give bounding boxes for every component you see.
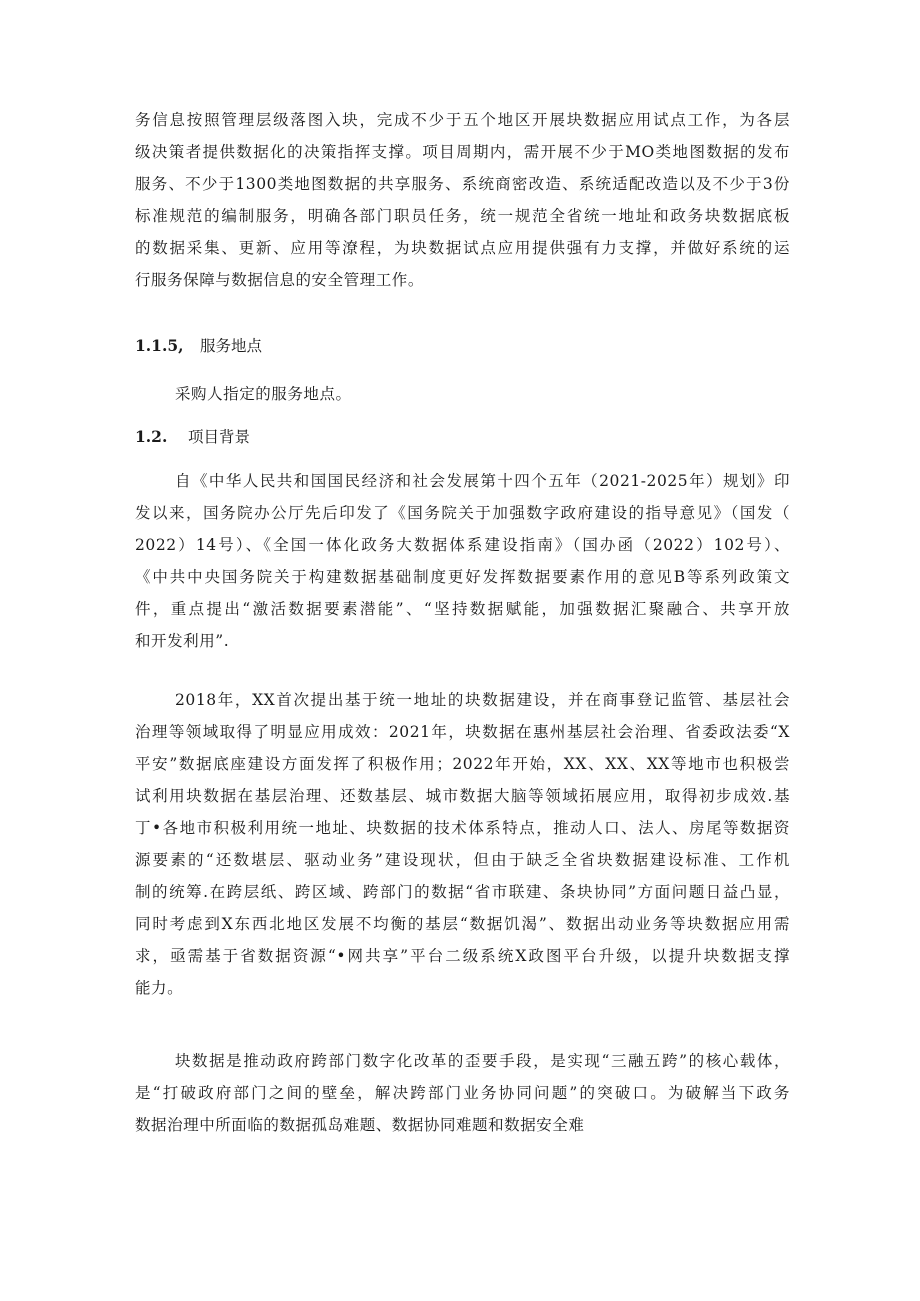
text-line: 试利用块数据在基层治理、还数基层、城市数据大脑等领域拓展应用，取得初步成效.基 bbox=[135, 787, 790, 805]
text-line: 块数据是推动政府跨部门数字化改革的歪要手段，是实现“三融五跨”的核心载体， bbox=[175, 1052, 790, 1070]
text-line: 2018年，XX首次提出基于统一地址的块数据建设，并在商事登记监管、基层社会 bbox=[175, 691, 790, 709]
text-line: 采购人指定的服务地点。 bbox=[175, 385, 352, 403]
text-line: 数据治理中所面临的数据孤岛难题、数据协同难题和数据安全难 bbox=[135, 1116, 585, 1134]
paragraph-service-location bbox=[135, 378, 790, 410]
paragraph-background-policy bbox=[135, 465, 790, 657]
text-line: 发以来，国务院办公厅先后印发了《国务院关于加强数字政府建设的指导意见》（国发（ bbox=[135, 504, 790, 522]
section-title: 服务地点 bbox=[199, 337, 262, 355]
text-line: 服务、不少于1300类地图数据的共享服务、系统商密改造、系统适配改造以及不少于3份 bbox=[135, 175, 790, 193]
text-line: 件，重点提出“激活数据要素潜能”、“坚持数据赋能，加强数据汇聚融合、共享开放 bbox=[135, 600, 790, 618]
text-line: 务信息按照管理层级落图入块，完成不少于五个地区开展块数据应用试点工作，为各层 bbox=[135, 111, 790, 129]
paragraph-background-block-data bbox=[135, 1045, 790, 1141]
section-number: 1.1.5, bbox=[135, 336, 184, 355]
text-line: 级决策者提供数据化的决策指挥支撑。项目周期内，需开展不少于MO类地图数据的发布 bbox=[135, 143, 790, 161]
paragraph-background-history bbox=[135, 684, 790, 1004]
text-line: 标准规范的编制服务，明确各部门职员任务，统一规范全省统一地址和政务块数据底板 bbox=[135, 207, 790, 225]
text-line: 行服务保障与数据信息的安全管理工作。 bbox=[135, 271, 424, 289]
text-line: 和开发利用”. bbox=[135, 632, 230, 650]
text-line: 治理等领域取得了明显应用成效：2021年，块数据在惠州基层社会治理、省委政法委“X bbox=[135, 723, 790, 741]
text-line: 自《中华人民共和国国民经济和社会发展第十四个五年（2021-2025年）规划》印 bbox=[175, 472, 790, 490]
text-line: 源要素的“还数堪层、驱动业务”建设现状，但由于缺乏全省块数据建设标准、工作机 bbox=[135, 851, 790, 869]
text-line: 能力。 bbox=[135, 979, 184, 997]
text-line: 同时考虑到X东西北地区发展不均衡的基层“数据饥渴”、数据出动业务等块数据应用需 bbox=[135, 915, 790, 933]
text-line: 丁•各地市积极利用统一地址、块数据的技术体系特点，推动人口、法人、房尾等数据资 bbox=[135, 819, 790, 837]
paragraph-project-scope bbox=[135, 104, 790, 296]
text-line: 平安”数据底座建设方面发挥了积极作用；2022年开始，XX、XX、XX等地市也积极尝 bbox=[135, 755, 790, 773]
text-line: 2022）14号）、《全国一体化政务大数据体系建设指南》（国办函（2022）102号）、 bbox=[135, 536, 790, 554]
text-line: 的数据采集、更新、应用等潦程，为块数据试点应用提供强有力支撑，并做好系统的运 bbox=[135, 239, 790, 257]
text-line: 《中共中央国务院关于构建数据基础制度更好发挥数据要素作用的意见B等系列政策文 bbox=[135, 568, 790, 586]
text-line: 制的统筹.在跨层纸、跨区域、跨部门的数据“省市联建、条块协同”方面问题日益凸显， bbox=[135, 883, 790, 901]
section-heading-service-location bbox=[135, 330, 790, 362]
section-number: 1.2. bbox=[135, 427, 168, 446]
section-title: 项目背景 bbox=[187, 428, 250, 446]
text-line: 求，亟需基于省数据资源“•网共享”平台二级系统X政图平台升级，以提升块数据支撑 bbox=[135, 947, 790, 965]
section-heading-project-background bbox=[135, 421, 790, 453]
text-line: 是“打破政府部门之间的壁垒，解决跨部门业务协同问题”的突破口。为破解当下政务 bbox=[135, 1084, 790, 1102]
